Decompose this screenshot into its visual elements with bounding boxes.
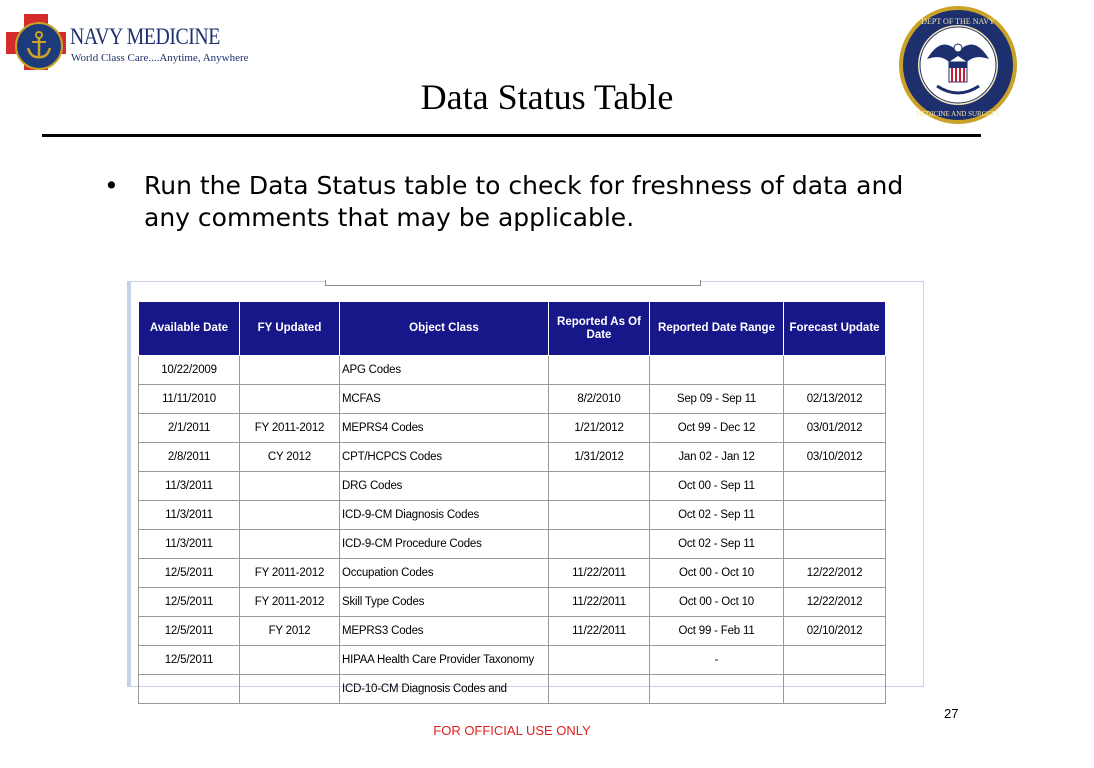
table-cell: 02/10/2012 [784, 617, 886, 646]
table-cell: 11/22/2011 [549, 559, 650, 588]
svg-text:DEPT OF THE NAVY: DEPT OF THE NAVY [921, 17, 995, 26]
red-cross-icon [6, 14, 70, 70]
table-cell [650, 675, 784, 704]
table-cell: 03/10/2012 [784, 443, 886, 472]
table-cell [549, 675, 650, 704]
table-cell [549, 646, 650, 675]
slide-title: Data Status Table [420, 77, 674, 117]
table-cell: 11/22/2011 [549, 617, 650, 646]
table-cell: 12/5/2011 [139, 588, 240, 617]
table-cell: 12/5/2011 [139, 559, 240, 588]
table-row [139, 501, 886, 530]
table-cell: 11/22/2011 [549, 588, 650, 617]
table-cell: 11/11/2010 [139, 385, 240, 414]
table-row [139, 530, 886, 559]
table-row [139, 646, 886, 675]
column-header[interactable]: Reported Date Range [650, 302, 784, 356]
table-cell [240, 646, 340, 675]
table-cell [784, 472, 886, 501]
table-cell: FY 2011-2012 [240, 588, 340, 617]
table-cell: DRG Codes [340, 472, 549, 501]
table-row [139, 356, 886, 385]
table-cell: 02/13/2012 [784, 385, 886, 414]
table-cell [784, 501, 886, 530]
table-cell: 10/22/2009 [139, 356, 240, 385]
table-cell [240, 530, 340, 559]
table-cell: Oct 99 - Dec 12 [650, 414, 784, 443]
footer-classification: FOR OFFICIAL USE ONLY [433, 723, 591, 738]
column-header[interactable]: Reported As Of Date [549, 302, 650, 356]
table-cell: Oct 00 - Sep 11 [650, 472, 784, 501]
table-cell: 8/2/2010 [549, 385, 650, 414]
table-cell: ICD-10-CM Diagnosis Codes and [340, 675, 549, 704]
screenshot-border [128, 282, 131, 686]
table-row [139, 675, 886, 704]
column-header[interactable]: Available Date [139, 302, 240, 356]
table-cell [240, 356, 340, 385]
table-cell [549, 501, 650, 530]
table-cell: Oct 02 - Sep 11 [650, 501, 784, 530]
table-cell: 12/22/2012 [784, 588, 886, 617]
table-cell [139, 675, 240, 704]
data-status-table [138, 301, 886, 704]
table-row [139, 443, 886, 472]
table-cell [784, 530, 886, 559]
anchor-icon [23, 29, 55, 61]
bullet-text: Run the Data Status table to check for freshness of data and any comments that may be applicable. [144, 171, 904, 232]
table-cell [549, 356, 650, 385]
table-row [139, 617, 886, 646]
table-cell: 12/5/2011 [139, 646, 240, 675]
bullet-symbol: • [104, 171, 119, 200]
logo-tagline: World Class Care....Anytime, Anywhere [71, 52, 249, 64]
table-cell [784, 675, 886, 704]
table-cell: - [650, 646, 784, 675]
table-cell: Oct 02 - Sep 11 [650, 530, 784, 559]
column-header[interactable]: Object Class [340, 302, 549, 356]
table-cell [784, 356, 886, 385]
table-cell: 1/31/2012 [549, 443, 650, 472]
table-cell: Jan 02 - Jan 12 [650, 443, 784, 472]
table-cell: ICD-9-CM Procedure Codes [340, 530, 549, 559]
table-cell: 12/22/2012 [784, 559, 886, 588]
table-cell [240, 501, 340, 530]
table-header-row [139, 302, 886, 356]
anchor-emblem [15, 22, 63, 70]
page-number: 27 [944, 706, 959, 721]
table-cell: Sep 09 - Sep 11 [650, 385, 784, 414]
table-cell: 12/5/2011 [139, 617, 240, 646]
table-row [139, 472, 886, 501]
table-cell: FY 2011-2012 [240, 414, 340, 443]
table-cell: 2/8/2011 [139, 443, 240, 472]
table-cell: Skill Type Codes [340, 588, 549, 617]
table-cell: 11/3/2011 [139, 530, 240, 559]
table-cell: 11/3/2011 [139, 472, 240, 501]
column-header[interactable]: FY Updated [240, 302, 340, 356]
column-header[interactable]: Forecast Update [784, 302, 886, 356]
table-cell: 1/21/2012 [549, 414, 650, 443]
table-cell [784, 646, 886, 675]
table-cell: Oct 99 - Feb 11 [650, 617, 784, 646]
data-status-screenshot [127, 281, 924, 695]
table-cell: 03/01/2012 [784, 414, 886, 443]
table-cell [650, 356, 784, 385]
table-cell: 2/1/2011 [139, 414, 240, 443]
table-cell [549, 530, 650, 559]
table-cell: MCFAS [340, 385, 549, 414]
table-cell: MEPRS3 Codes [340, 617, 549, 646]
table-row [139, 588, 886, 617]
logo-title: NAVY MEDICINE [70, 24, 220, 49]
table-row [139, 414, 886, 443]
table-row [139, 385, 886, 414]
table-cell: Oct 00 - Oct 10 [650, 588, 784, 617]
table-cell: HIPAA Health Care Provider Taxonomy [340, 646, 549, 675]
table-cell: Occupation Codes [340, 559, 549, 588]
table-cell: APG Codes [340, 356, 549, 385]
navy-medicine-logo [6, 4, 249, 76]
table-cell: CPT/HCPCS Codes [340, 443, 549, 472]
table-cell: Oct 00 - Oct 10 [650, 559, 784, 588]
table-cell: 11/3/2011 [139, 501, 240, 530]
title-divider [42, 134, 981, 137]
table-cell [549, 472, 650, 501]
table-cell: FY 2012 [240, 617, 340, 646]
table-cell: FY 2011-2012 [240, 559, 340, 588]
table-cell: ICD-9-CM Diagnosis Codes [340, 501, 549, 530]
svg-text:MEDICINE AND SURGERY: MEDICINE AND SURGERY [915, 110, 1001, 118]
report-input-field[interactable] [325, 280, 701, 286]
table-cell: CY 2012 [240, 443, 340, 472]
table-cell [240, 675, 340, 704]
table-cell [240, 472, 340, 501]
table-cell [240, 385, 340, 414]
table-cell: MEPRS4 Codes [340, 414, 549, 443]
table-row [139, 559, 886, 588]
